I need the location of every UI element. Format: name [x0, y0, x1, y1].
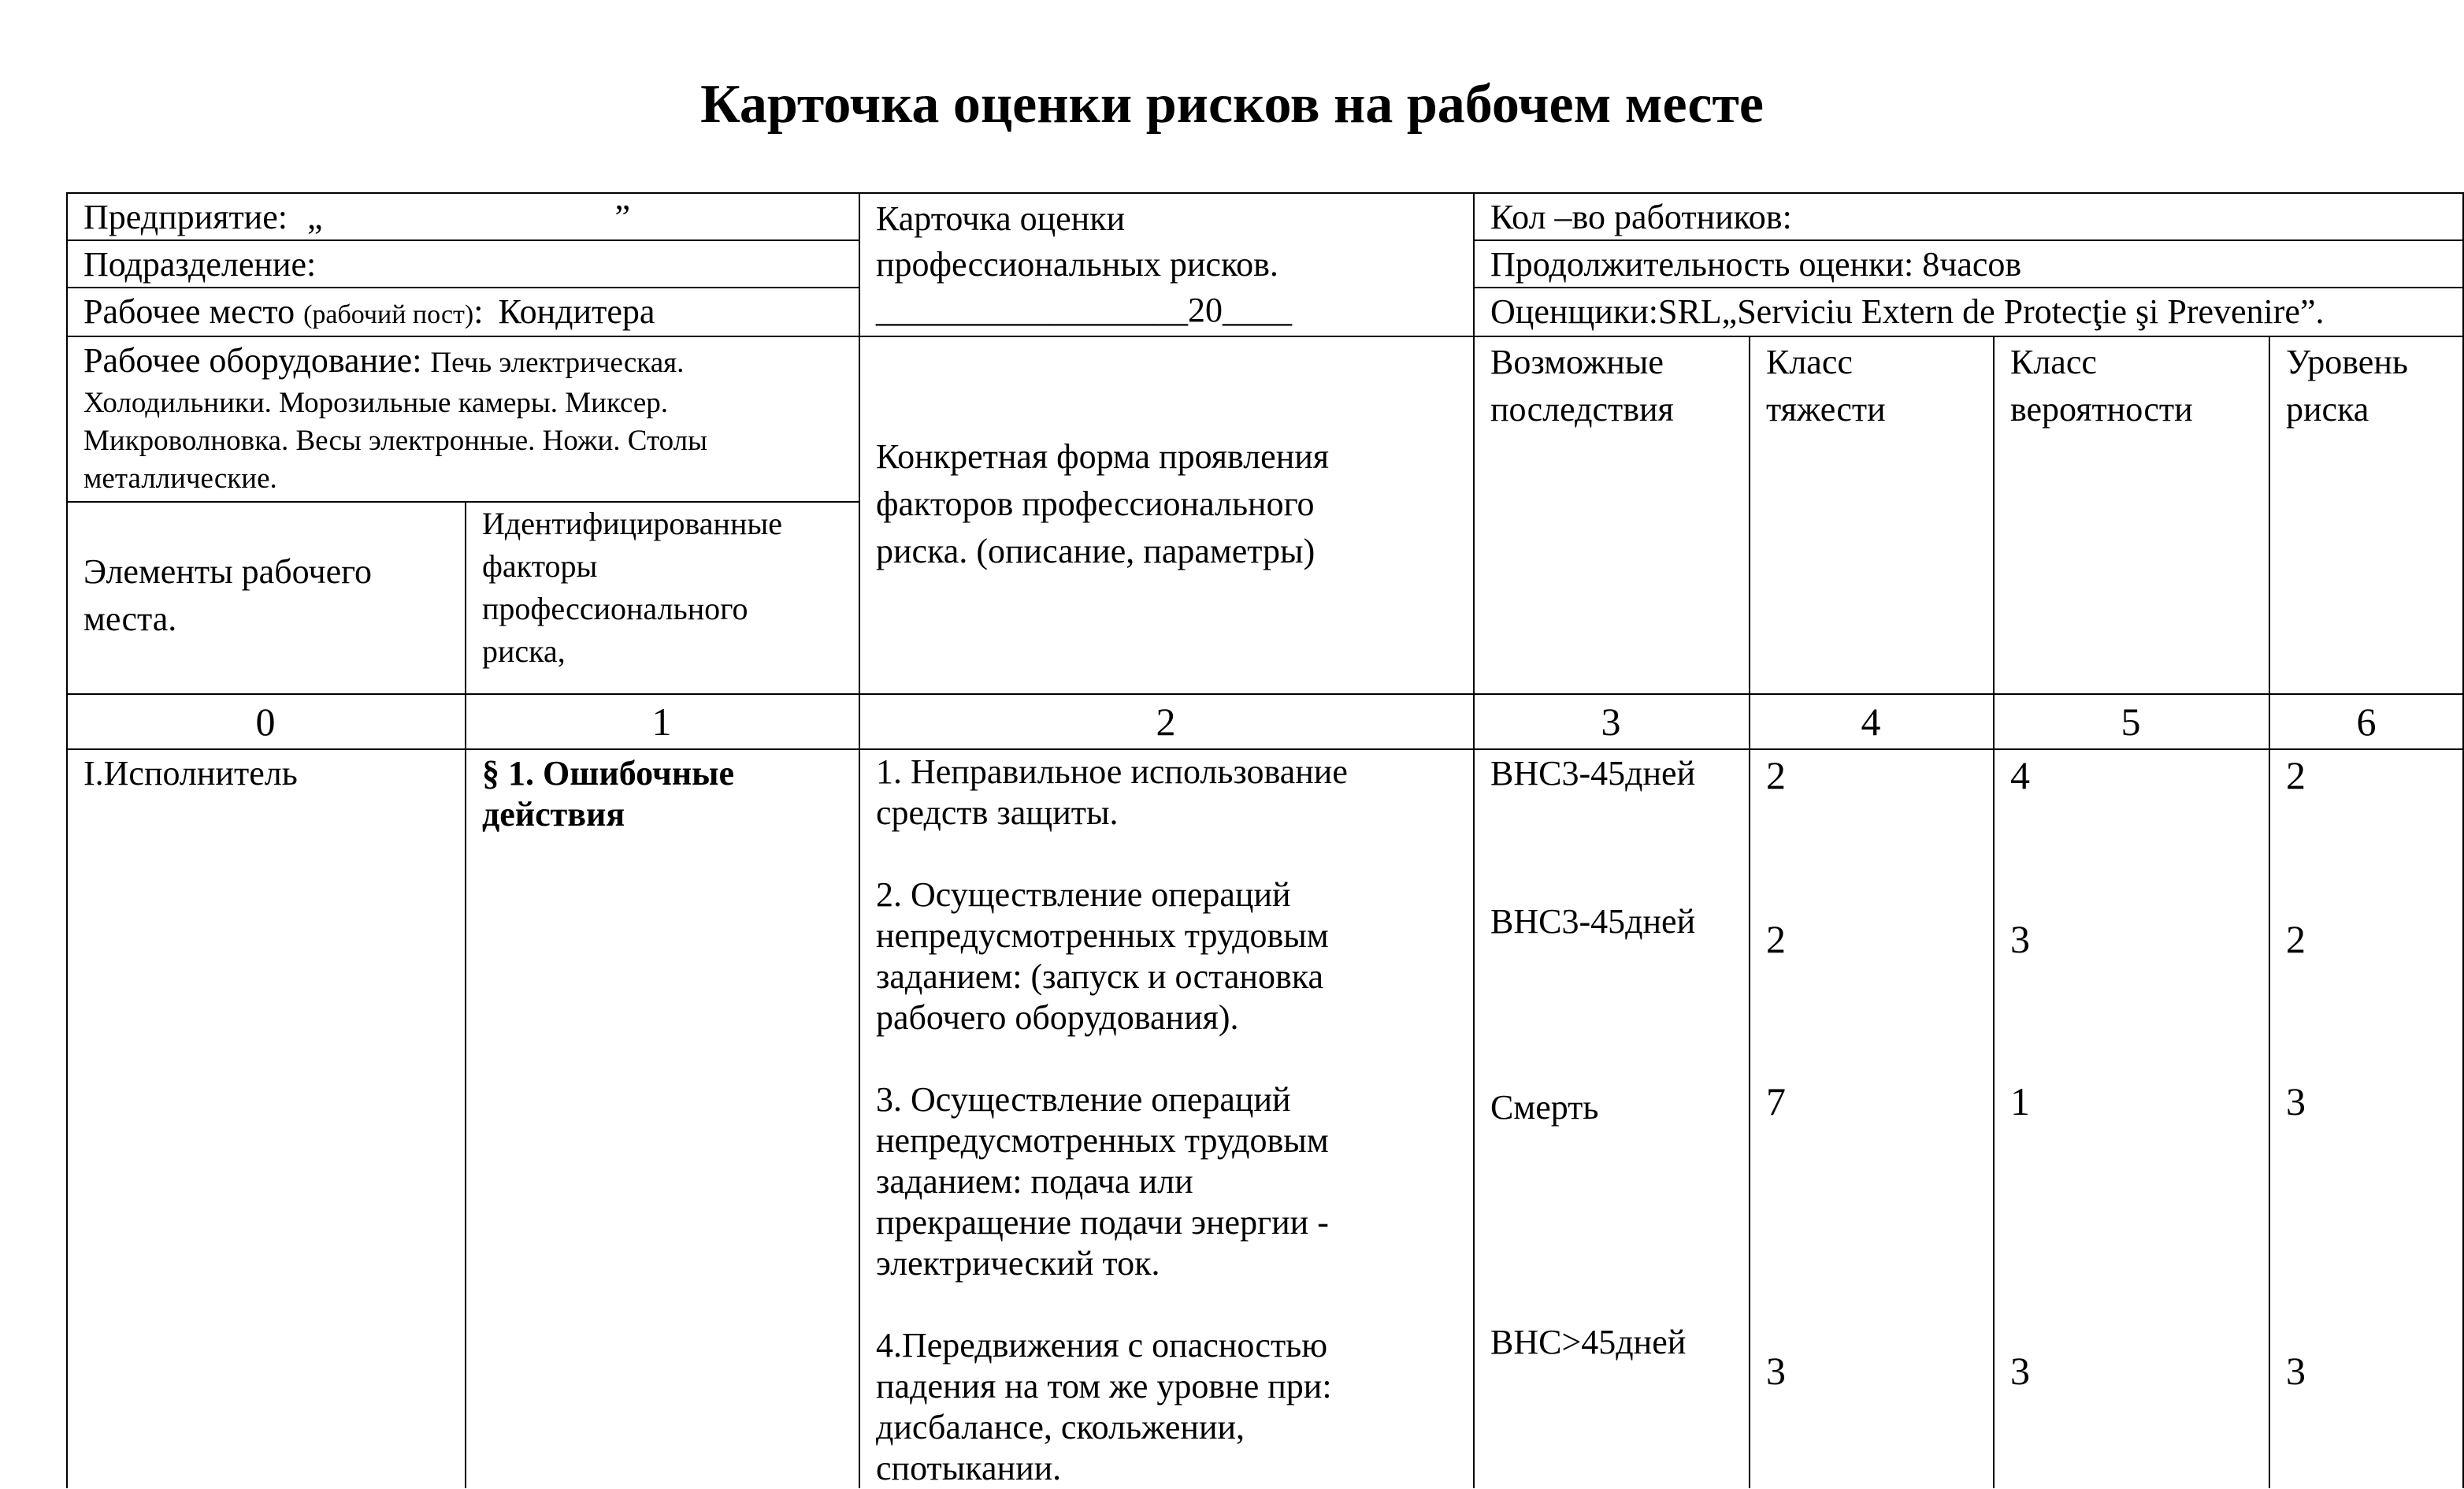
col-header-factors-line: риска,: [482, 633, 566, 669]
col-header-factors-line: факторы: [482, 548, 598, 584]
workplace-colon: :: [473, 292, 484, 331]
row1-description-line: средств защиты.: [876, 793, 1119, 832]
header-divider-1: [66, 240, 859, 241]
row3-description: [876, 1079, 1329, 1284]
col-divider-6: [2269, 336, 2270, 1488]
row1-probability: 4: [2010, 753, 2030, 797]
subdivision-label: Подразделение:: [83, 245, 317, 284]
row4-description-line: спотыкании.: [876, 1449, 1062, 1487]
row3-description-line: непредусмотренных трудовым: [876, 1121, 1329, 1160]
card-line-1: Карточка оценки: [876, 199, 1126, 238]
col-header-form-line: факторов профессионального: [876, 485, 1315, 523]
column-numbers-top: [66, 693, 2464, 695]
row3-description-line: электрический ток.: [876, 1244, 1160, 1283]
col-header-form-line: Конкретная форма проявления: [876, 437, 1330, 476]
col-number-1: 1: [651, 700, 672, 744]
row2-description: [876, 874, 1329, 1038]
row2-probability: 3: [2010, 917, 2030, 961]
row1-description-line: 1. Неправильное использование: [876, 752, 1348, 791]
col-header-elements: [83, 548, 372, 643]
equipment-line-4: металлические.: [83, 462, 277, 495]
header-divider-3: [66, 336, 2464, 337]
row2-consequence: ВНС3-45дней: [1490, 902, 1696, 941]
enterprise-quote-open: „: [306, 198, 323, 236]
col-header-elements-line: Элементы рабочего: [83, 552, 373, 591]
col-header-risk-level-line: риска: [2286, 390, 2369, 429]
col-header-probability-line: Класс: [2010, 343, 2097, 381]
row1-description: [876, 752, 1348, 834]
enterprise-quote-close: ”: [614, 198, 631, 236]
col-number-3: 3: [1601, 700, 1621, 744]
table-border-left: [66, 192, 68, 1488]
section-element: I.Исполнитель: [83, 754, 298, 793]
table-border-top: [66, 192, 2464, 194]
row3-consequence: Смерть: [1490, 1088, 1599, 1127]
row4-description: [876, 1325, 1332, 1489]
row3-probability: 1: [2010, 1079, 2030, 1123]
row2-description-line: рабочего оборудования).: [876, 998, 1239, 1037]
header-divider-2b: [1473, 287, 2464, 288]
page-title: Карточка оценки рисков на рабочем месте: [700, 74, 1764, 135]
col-divider-4: [1749, 336, 1750, 1488]
workplace-value: Кондитера: [498, 292, 655, 331]
workplace-note: (рабочий пост): [303, 300, 474, 329]
workplace-label: Рабочее место: [83, 292, 295, 331]
col-divider-1: [465, 501, 466, 1488]
col-header-elements-line: места.: [83, 600, 177, 638]
col-header-consequences: [1490, 339, 1674, 433]
row4-description-line: 4.Передвижения с опасностью: [876, 1326, 1328, 1365]
risk-card-table: [66, 192, 2464, 1488]
row3-description-line: 3. Осуществление операций: [876, 1080, 1291, 1119]
col-number-5: 5: [2121, 700, 2141, 744]
col-number-4: 4: [1861, 700, 1881, 744]
col-divider-3: [1473, 192, 1475, 1488]
row4-risk: 3: [2286, 1349, 2306, 1393]
row1-risk: 2: [2286, 753, 2306, 797]
row2-severity: 2: [1766, 917, 1786, 961]
equipment-label: Рабочее оборудование:: [83, 341, 422, 380]
section-factor: [482, 753, 734, 835]
row4-consequence: ВНС>45дней: [1490, 1323, 1687, 1361]
equipment-line-1: [83, 340, 684, 382]
col-header-severity-line: Класс: [1766, 343, 1853, 381]
row4-probability: 3: [2010, 1349, 2030, 1393]
col-header-factors-line: профессионального: [482, 591, 748, 626]
col-header-factors-line: Идентифицированные: [482, 506, 782, 541]
equipment-line-3: Микроволновка. Весы электронные. Ножи. Столы: [83, 425, 707, 457]
col-header-probability: [2010, 339, 2193, 433]
col-number-0: 0: [255, 700, 276, 744]
card-line-2: профессиональных рисков.: [876, 245, 1278, 284]
enterprise-label: Предприятие:: [83, 198, 288, 236]
workplace-field: [83, 291, 655, 336]
row4-severity: 3: [1766, 1349, 1786, 1393]
row2-risk: 2: [2286, 917, 2306, 961]
col-header-probability-line: вероятности: [2010, 390, 2193, 429]
col-number-2: 2: [1156, 700, 1176, 744]
row2-description-line: заданием: (запуск и остановка: [876, 957, 1323, 996]
evaluators-label: Оценщики:SRL„Serviciu Extern de Protecţie şi Prevenire”.: [1490, 292, 2325, 331]
header-divider-1b: [1473, 240, 2464, 241]
col-number-6: 6: [2356, 700, 2377, 744]
col-header-risk-level: [2286, 339, 2408, 433]
row4-description-line: падения на том же уровне при:: [876, 1367, 1332, 1405]
section-factor-line: § 1. Ошибочные: [482, 754, 735, 793]
col-divider-2: [859, 192, 860, 1488]
col-header-form-line: риска. (описание, параметры): [876, 532, 1315, 570]
equipment-line-2: Холодильники. Морозильные камеры. Миксер.: [83, 387, 669, 419]
card-date-line: __________________20____: [876, 291, 1292, 329]
enterprise-field: [83, 197, 630, 238]
col-divider-5: [1993, 336, 1995, 1488]
col-header-consequences-line: Возможные: [1490, 343, 1664, 381]
equipment-text-1: Печь электрическая.: [430, 347, 685, 379]
duration-label: Продолжительность оценки: 8часов: [1490, 245, 2022, 284]
row3-severity: 7: [1766, 1079, 1786, 1123]
column-numbers-bottom: [66, 748, 2464, 750]
col-header-severity-line: тяжести: [1766, 390, 1886, 429]
row2-description-line: 2. Осуществление операций: [876, 875, 1291, 914]
row3-risk: 3: [2286, 1079, 2306, 1123]
row1-severity: 2: [1766, 753, 1786, 797]
row3-description-line: прекращение подачи энергии -: [876, 1203, 1329, 1242]
row2-description-line: непредусмотренных трудовым: [876, 916, 1329, 955]
col-header-form: [876, 433, 1329, 575]
row4-description-line: дисбалансе, скольжении,: [876, 1408, 1245, 1446]
header-divider-2: [66, 287, 859, 288]
workers-count-label: Кол –во работников:: [1490, 198, 1792, 236]
row3-description-line: заданием: подача или: [876, 1162, 1193, 1201]
col-header-severity: [1766, 339, 1886, 433]
section-factor-line: действия: [482, 795, 625, 834]
col-header-factors: [482, 503, 782, 673]
row1-consequence: ВНС3-45дней: [1490, 754, 1696, 793]
col-header-consequences-line: последствия: [1490, 390, 1674, 429]
col-header-risk-level-line: Уровень: [2286, 343, 2408, 381]
